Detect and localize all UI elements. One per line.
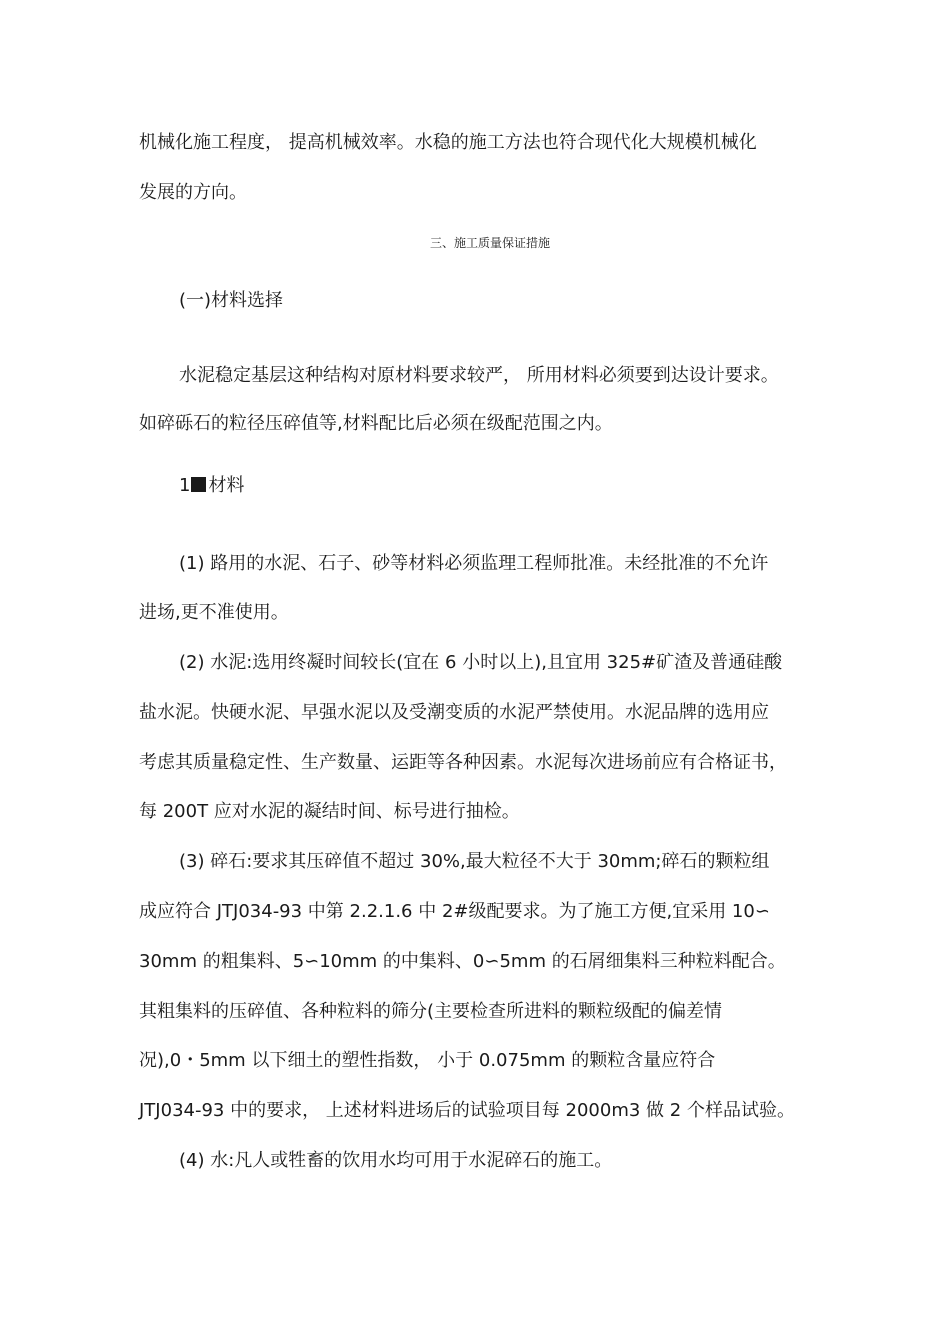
text-line: 30mm 的粗集料、5∽10mm 的中集料、0∽5mm 的石屑细集料三种粒料配合。 — [139, 951, 786, 972]
text-line: 如碎砾石的粒径压碎值等,材料配比后必须在级配范围之内。 — [139, 413, 613, 434]
text-line: 水泥稳定基层这种结构对原材料要求较严， 所用材料必须要到达设计要求。 — [179, 365, 779, 386]
text-line: 成应符合 JTJ034-93 中第 2.2.1.6 中 2#级配要求。为了施工方便,宜采用 10∽ — [139, 901, 770, 922]
text-line: JTJ034-93 中的要求， 上述材料进场后的试验项目每 2000m3 做 2 个样品试验。 — [139, 1100, 795, 1121]
text-line: 其粗集料的压碎值、各种粒料的筛分(主要检查所进料的颗粒级配的偏差情 — [139, 1001, 723, 1022]
item-heading — [179, 474, 244, 498]
item-number: 1 — [179, 475, 191, 496]
text-line: 进场,更不准使用。 — [139, 602, 289, 623]
text-line: 每 200T 应对水泥的凝结时间、标号进行抽检。 — [139, 801, 520, 822]
text-line: 盐水泥。快硬水泥、早强水泥以及受潮变质的水泥严禁使用。水泥品牌的选用应 — [139, 702, 769, 723]
subsection-heading: (一)材料选择 — [179, 290, 284, 311]
text-line: 况),0・5mm 以下细土的塑性指数， 小于 0.075mm 的颗粒含量应符合 — [139, 1050, 716, 1071]
text-line: 发展的方向。 — [139, 182, 247, 203]
text-line: 机械化施工程度， 提高机械效率。水稳的施工方法也符合现代化大规模机械化 — [139, 132, 757, 153]
text-line: 考虑其质量稳定性、生产数量、运距等各种因素。水泥每次进场前应有合格证书， — [139, 752, 787, 773]
item-title: 材料 — [208, 475, 245, 496]
text-line: (3) 碎石:要求其压碎值不超过 30%,最大粒径不大于 30mm;碎石的颗粒组 — [179, 851, 770, 872]
square-bullet-icon — [191, 477, 206, 492]
text-line: (4) 水:凡人或牲畜的饮用水均可用于水泥碎石的施工。 — [179, 1150, 613, 1171]
text-line: (2) 水泥:选用终凝时间较长(宜在 6 小时以上),且宜用 325#矿渣及普通硅酸 — [179, 652, 783, 673]
text-line: (1) 路用的水泥、石子、砂等材料必须监理工程师批准。未经批准的不允许 — [179, 553, 769, 574]
section-heading: 三、施工质量保证措施 — [429, 236, 550, 250]
